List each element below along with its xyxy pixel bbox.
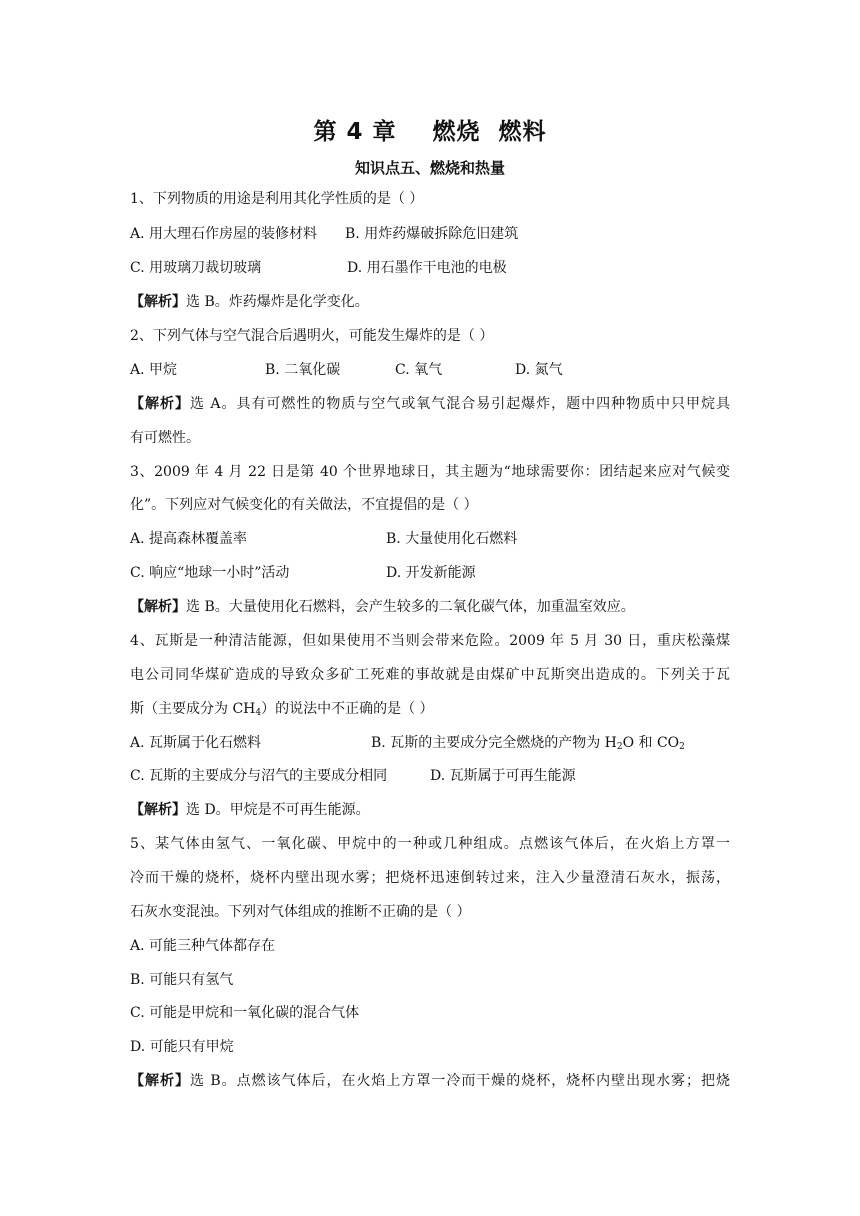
q5-option-d: D. 可能只有甲烷 [130,1039,234,1055]
analysis-tag: 【解析】 [130,1073,190,1089]
chapter-title: 第 4 章 燃烧 燃料 [313,119,547,145]
q3-option-c: C. 响应“地球一小时”活动 [130,565,290,581]
q3-option-d: D. 开发新能源 [386,565,476,581]
q3-options-ab [130,529,730,549]
q3-stem-line2: 化”。下列应对气候变化的有关做法，不宜提倡的是（ ） [130,497,478,513]
q2-stem: 2、下列气体与空气混合后遇明火，可能发生爆炸的是（ ） [130,328,494,344]
q5-stem-line1: 5、某气体由氢气、一氧化碳、甲烷中的一种或几种组成。点燃该气体后，在火焰上方罩一 [130,836,730,852]
q4-options-ab [130,733,730,753]
q1-option-b: B. 用炸药爆破拆除危旧建筑 [345,226,519,242]
q3-analysis [130,597,635,617]
q4-option-a: A. 瓦斯属于化石燃料 [130,735,262,751]
subscript: 2 [616,742,623,752]
q4-option-c: C. 瓦斯的主要成分与沼气的主要成分相同 [130,768,388,784]
q5-stem-line2: 冷而干燥的烧杯，烧杯内壁出现水雾；把烧杯迅速倒转过来，注入少量澄清石灰水，振荡， [130,870,730,886]
q3-analysis-text: 选 B。大量使用化石燃料，会产生较多的二氧化碳气体，加重温室效应。 [186,599,635,615]
q2-option-d: D. 氮气 [515,362,563,378]
q1-option-c: C. 用玻璃刀裁切玻璃 [130,260,262,276]
q3-option-a: A. 提高森林覆盖率 [130,531,248,547]
q2-analysis-cont: 有可燃性。 [130,430,200,446]
q4-analysis [130,800,370,820]
q5-option-b: B. 可能只有氢气 [130,972,234,988]
q2-options [130,360,730,380]
analysis-tag: 【解析】 [130,396,190,412]
analysis-tag: 【解析】 [130,802,186,818]
q5-option-a: A. 可能三种气体都存在 [130,938,276,954]
q4-analysis-text: 选 D。甲烷是不可再生能源。 [186,802,370,818]
q1-analysis-text: 选 B。炸药爆炸是化学变化。 [186,294,369,310]
subscript: 2 [679,742,685,752]
q1-stem: 1、下列物质的用途是利用其化学性质的是（ ） [130,191,424,207]
subscript: 4 [255,708,262,718]
q2-option-c: C. 氧气 [395,362,443,378]
q4-option-b-text-mid: O 和 CO [622,735,680,751]
q4-stem-line1: 4、瓦斯是一种清洁能源，但如果使用不当则会带来危险。2009 年 5 月 30 日，重庆松藻煤 [130,633,730,649]
q3-options-cd [130,563,730,583]
q5-analysis-text: 选 B。点燃该气体后，在火焰上方罩一冷而干燥的烧杯，烧杯内壁出现水雾；把烧 [189,1073,730,1089]
q4-option-b [371,733,685,753]
q2-analysis [130,394,730,414]
q1-option-a: A. 用大理石作房屋的装修材料 [130,226,318,242]
q4-option-b-text: B. 瓦斯的主要成分完全燃烧的产物为 H [371,735,617,751]
q4-stem-line2: 电公司同华煤矿造成的导致众多矿工死难的事故就是由煤矿中瓦斯突出造成的。下列关于瓦 [130,667,730,683]
q2-option-a: A. 甲烷 [130,362,178,378]
q2-option-b: B. 二氧化碳 [265,362,341,378]
q1-analysis [130,292,369,312]
q1-options-cd [130,258,730,278]
q5-stem-line3: 石灰水变混浊。下列对气体组成的推断不正确的是（ ） [130,904,471,920]
q5-option-c: C. 可能是甲烷和一氧化碳的混合气体 [130,1005,360,1021]
q4-stem-line3 [130,699,434,719]
section-subtitle: 知识点五、燃烧和热量 [354,159,505,177]
analysis-tag: 【解析】 [130,294,186,310]
q4-options-cd [130,766,730,786]
q4-stem-text-end: ）的说法中不正确的是（ ） [261,701,434,717]
q4-option-d: D. 瓦斯属于可再生能源 [430,768,576,784]
q3-option-b: B. 大量使用化石燃料 [386,531,518,547]
q4-stem-text: 斯（主要成分为 CH [130,701,256,717]
q2-analysis-text: 选 A。具有可燃性的物质与空气或氧气混合易引起爆炸，题中四种物质中只甲烷具 [189,396,731,412]
q1-options-ab [130,224,730,244]
q1-option-d: D. 用石墨作干电池的电极 [347,260,507,276]
analysis-tag: 【解析】 [130,599,186,615]
q5-analysis [130,1071,730,1091]
q3-stem-line1: 3、2009 年 4 月 22 日是第 40 个世界地球日，其主题为“地球需要你：团结起来应对气候变 [130,464,730,480]
